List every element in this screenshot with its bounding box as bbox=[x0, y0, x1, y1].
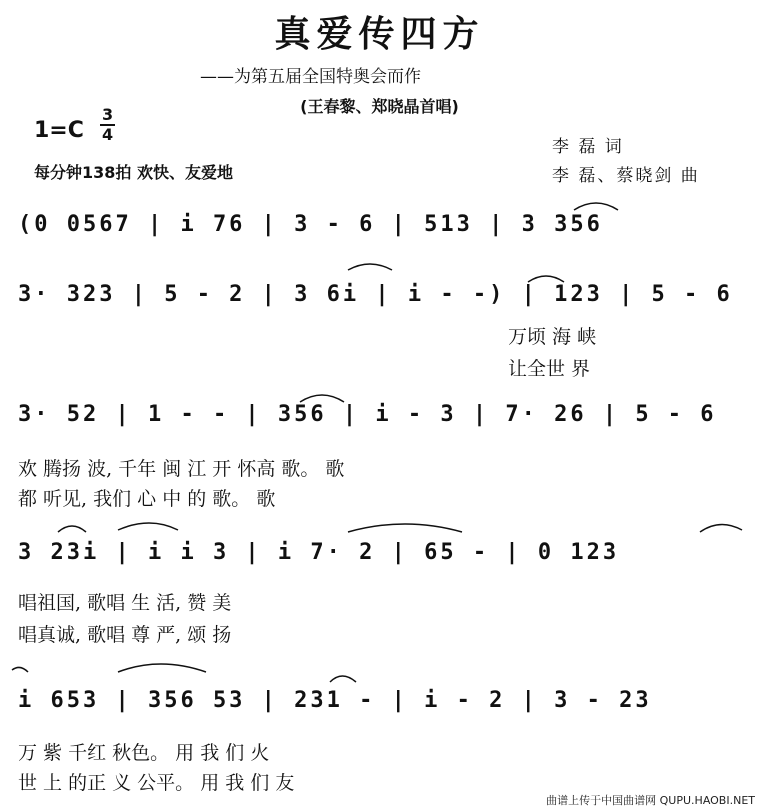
staff-line-4-lyrics-verse-1: 唱祖国, 歌唱 生 活, 赞 美 bbox=[18, 592, 232, 614]
staff-line-3-lyrics-verse-1: 欢 腾扬 波, 千年 闽 江 开 怀高 歌。 歌 bbox=[18, 458, 345, 480]
slur-line2-a bbox=[348, 264, 392, 270]
staff-line-5-notes: i 653 | 356 53 | 231 - | i - 2 | 3 - 23 bbox=[18, 688, 652, 713]
slur-line2-b bbox=[528, 276, 564, 282]
song-subtitle: ——为第五届全国特奥会而作 bbox=[200, 67, 421, 87]
slur-line4-d bbox=[700, 524, 742, 532]
slur-line4-a bbox=[58, 526, 86, 532]
tempo-marking: 每分钟138拍 欢快、友爱地 bbox=[34, 163, 233, 182]
site-watermark: 曲谱上传于中国曲谱网 QUPU.HAOBI.NET bbox=[546, 794, 755, 807]
slur-line3-a bbox=[300, 395, 344, 402]
staff-line-5-lyrics-verse-1: 万 紫 千红 秋色。 用 我 们 火 bbox=[18, 742, 270, 764]
slur-line5-a bbox=[12, 667, 28, 672]
slur-line5-b bbox=[118, 664, 206, 672]
staff-line-2-lyrics-verse-1: 万顷 海 峡 bbox=[508, 326, 597, 348]
slur-line5-c bbox=[330, 676, 356, 682]
staff-line-4-lyrics-verse-2: 唱真诚, 歌唱 尊 严, 颂 扬 bbox=[18, 624, 232, 646]
staff-line-4-notes: 3 23i | i i 3 | i 7· 2 | 65 - | 0 123 bbox=[18, 540, 620, 565]
staff-line-2-notes: 3· 323 | 5 - 2 | 3 6i | i - -) | 123 | 5 - 6 bbox=[18, 282, 733, 307]
time-signature-top: 3 bbox=[102, 105, 114, 124]
slur-line4-c bbox=[348, 524, 462, 532]
staff-line-5-lyrics-verse-2: 世 上 的正 义 公平。 用 我 们 友 bbox=[18, 772, 295, 794]
first-performers: (王春黎、郑晓晶首唱) bbox=[300, 97, 459, 116]
slur-line4-b bbox=[118, 523, 178, 530]
key-signature: 1=C bbox=[34, 118, 84, 143]
staff-line-2-lyrics-verse-2: 让全世 界 bbox=[508, 358, 591, 380]
time-signature-bottom: 4 bbox=[102, 125, 114, 144]
staff-line-3-lyrics-verse-2: 都 听见, 我们 心 中 的 歌。 歌 bbox=[18, 488, 276, 510]
slur-line1-a bbox=[574, 203, 618, 210]
song-title: 真爱传四方 bbox=[274, 13, 485, 55]
lyricist-credit: 李 磊 词 bbox=[552, 137, 624, 157]
composer-credit: 李 磊、蔡晓剑 曲 bbox=[552, 166, 700, 186]
staff-line-3-notes: 3· 52 | 1 - - | 356 | i - 3 | 7· 26 | 5 - 6 bbox=[18, 402, 717, 427]
staff-line-1-notes: (0 0567 | i 76 | 3 - 6 | 513 | 3 356 bbox=[18, 212, 603, 237]
